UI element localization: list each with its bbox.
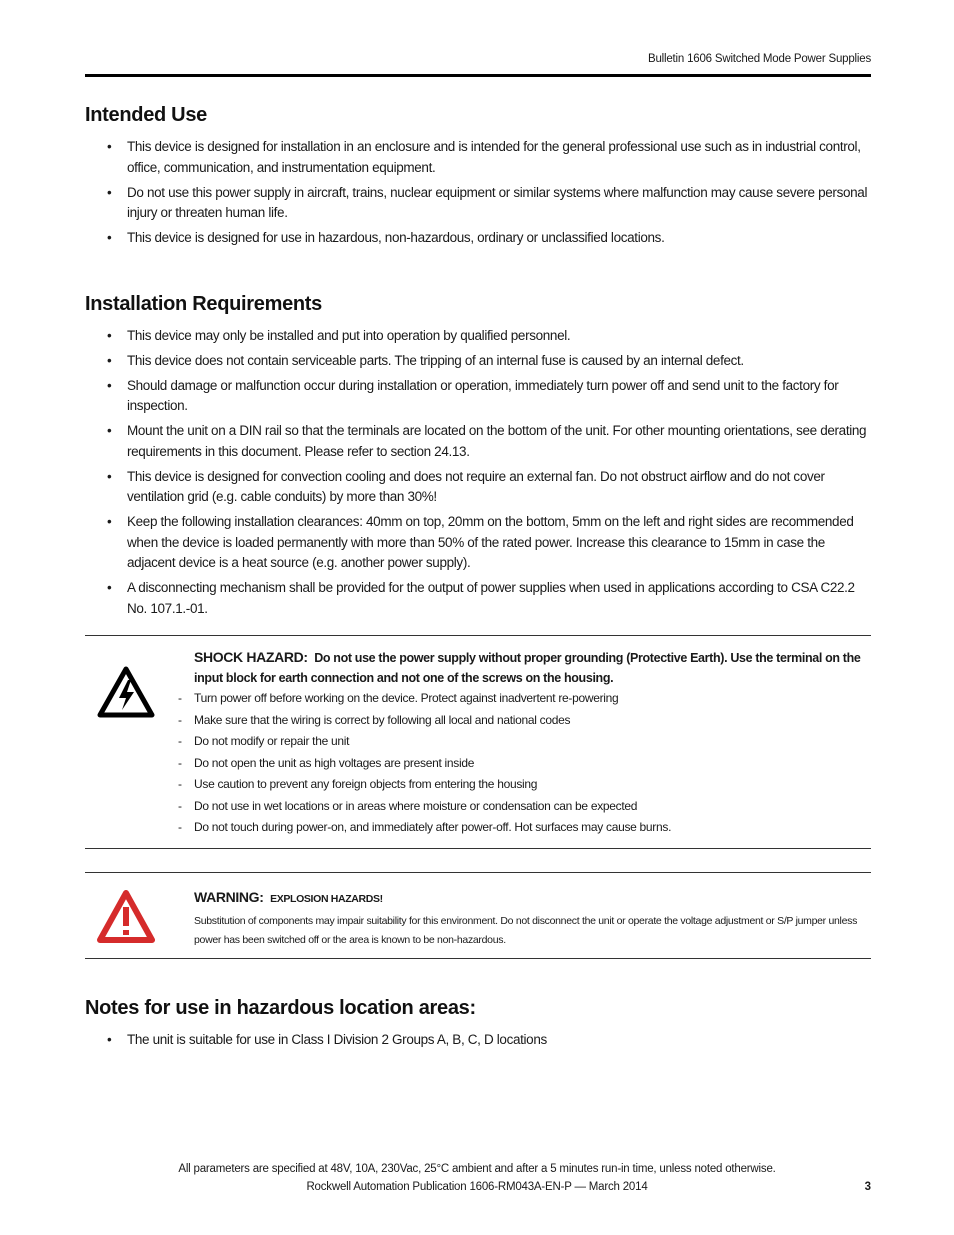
running-header: Bulletin 1606 Switched Mode Power Supplies (647, 53, 871, 65)
warning-sublabel: EXPLOSION HAZARDS! (270, 892, 383, 905)
header-rule (85, 74, 871, 77)
warning-label: WARNING: (194, 888, 264, 905)
high-voltage-icon (97, 666, 155, 718)
list-item: - Do not open the unit as high voltages are present inside (178, 755, 475, 770)
shock-hazard-list (178, 690, 871, 835)
warning-box (85, 872, 871, 959)
hazardous-notes-list (85, 1030, 871, 1051)
page-number: 3 (864, 1181, 871, 1193)
list-item: • Mount the unit on a DIN rail so that the terminals are located on the bottom of the unit. For other mounting orientations, see derating requirements in this document. Please refer to section 24.13. (107, 423, 867, 459)
warning-text: Substitution of components may impair suitability for this environment. Do not disconnect the unit or operate the voltage adjustment or S/P jumper unless power has been switched off or the area is known to be non-hazardous. (194, 914, 858, 946)
list-item: - Use caution to prevent any foreign objects from entering the housing (178, 777, 538, 791)
installation-list (85, 326, 871, 620)
list-item: - Make sure that the wiring is correct by following all local and national codes (178, 712, 571, 727)
list-item: • Keep the following installation clearances: 40mm on top, 20mm on the bottom, 5mm on the left and right sides are recommended when the device is loaded permanently with more than 50% of the rated power. Increase this clearance to 15mm in case the adjacent device is a heat source (e.g. another power supply). (107, 514, 854, 570)
list-item: • The unit is suitable for use in Class I Division 2 Groups A, B, C, D locations (107, 1031, 547, 1047)
warning-triangle-icon (97, 890, 155, 944)
list-item: - Do not use in wet locations or in areas where moisture or condensation can be expected (178, 798, 638, 813)
list-item: • A disconnecting mechanism shall be provided for the output of power supplies when used in applications according to CSA C22.2 No. 107.1.-01. (107, 580, 855, 616)
hazardous-notes-heading: Notes for use in hazardous location areas: (85, 996, 476, 1019)
intended-use-list (85, 137, 871, 249)
shock-hazard-text: Do not use the power supply without proper grounding (Protective Earth). Use the terminal on the input block for earth connection and not one of the screws on the housing. (194, 651, 861, 685)
list-item: • This device is designed for use in hazardous, non-hazardous, ordinary or unclassified locations. (107, 230, 665, 245)
page-content (85, 104, 871, 1055)
list-item: • This device does not contain serviceable parts. The tripping of an internal fuse is caused by an internal defect. (107, 352, 744, 368)
list-item: • This device may only be installed and put into operation by qualified personnel. (107, 327, 571, 343)
shock-hazard-lead (194, 647, 871, 688)
list-item: - Do not touch during power-on, and immediately after power-off. Hot surfaces may cause burns. (178, 820, 672, 834)
intended-use-heading: Intended Use (85, 104, 207, 126)
warning-lead (194, 887, 871, 909)
list-item: - Do not modify or repair the unit (178, 734, 350, 748)
list-item: • This device is designed for installation in an enclosure and is intended for the general professional use such as in industrial control, office, communication, and instrumentation equipment. (107, 139, 861, 175)
footer-publication: Rockwell Automation Publication 1606-RM043A-EN-P — March 2014 (306, 1181, 648, 1193)
list-item: • This device is designed for convection cooling and does not require an external fan. Do not obstruct airflow and do not cover ventilation grid (e.g. cable conduits) by more than 30%! (107, 468, 825, 504)
list-item: • Do not use this power supply in aircraft, trains, nuclear equipment or similar systems where malfunction may cause severe personal injury or threaten human life. (107, 184, 868, 220)
list-item: - Turn power off before working on the device. Protect against inadvertent re-powering (178, 691, 619, 705)
installation-heading: Installation Requirements (85, 292, 322, 315)
footer-note: All parameters are specified at 48V, 10A, 230Vac, 25°C ambient and after a 5 minutes run-in time, unless noted otherwise. (178, 1163, 776, 1175)
shock-hazard-label: SHOCK HAZARD: (194, 649, 308, 665)
list-item: • Should damage or malfunction occur during installation or operation, immediately turn power off and send unit to the factory for inspection. (107, 377, 839, 413)
shock-hazard-box (85, 635, 871, 849)
